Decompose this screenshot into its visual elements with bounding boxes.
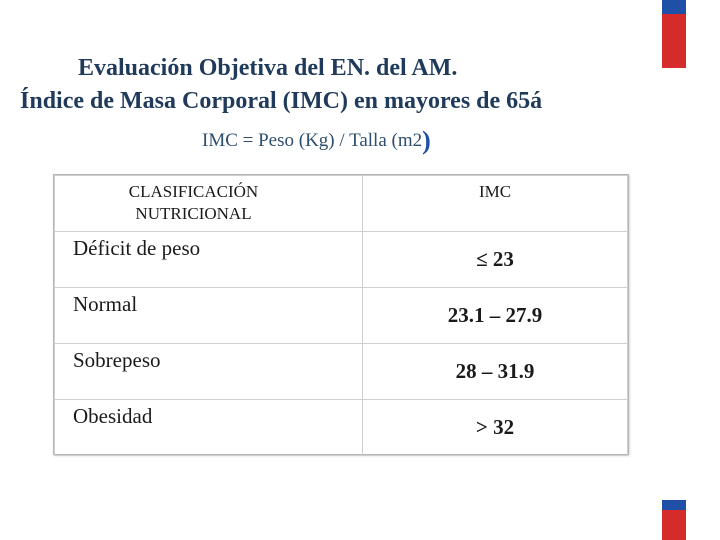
imc-table	[53, 174, 629, 455]
table-row	[55, 400, 628, 456]
table-row	[55, 344, 628, 400]
flag-logo-bottom	[662, 500, 686, 540]
table-row	[55, 232, 628, 288]
row-value: ≤ 23	[363, 232, 628, 288]
formula-text: IMC = Peso (Kg) / Talla (m2	[202, 130, 423, 151]
table-header-row	[55, 176, 628, 232]
flag-logo-top	[662, 0, 686, 68]
row-label: Sobrepeso	[55, 344, 363, 400]
imc-formula	[202, 127, 431, 155]
slide-title: Evaluación Objetiva del EN. del AM.	[78, 55, 458, 81]
row-label: Déficit de peso	[55, 232, 363, 288]
slide-subtitle: Índice de Masa Corporal (IMC) en mayores de 65á	[20, 88, 543, 114]
flag-blue-stripe	[662, 500, 686, 510]
row-label: Normal	[55, 288, 363, 344]
header-imc: IMC	[363, 176, 628, 232]
flag-red-stripe	[662, 14, 686, 68]
row-value: 23.1 – 27.9	[363, 288, 628, 344]
row-label: Obesidad	[55, 400, 363, 456]
row-value: > 32	[363, 400, 628, 456]
row-value: 28 – 31.9	[363, 344, 628, 400]
header-classification: CLASIFICACIÓN NUTRICIONAL	[55, 176, 363, 232]
formula-close-paren: )	[422, 126, 431, 155]
table-row	[55, 288, 628, 344]
flag-red-stripe	[662, 510, 686, 540]
flag-blue-stripe	[662, 0, 686, 14]
